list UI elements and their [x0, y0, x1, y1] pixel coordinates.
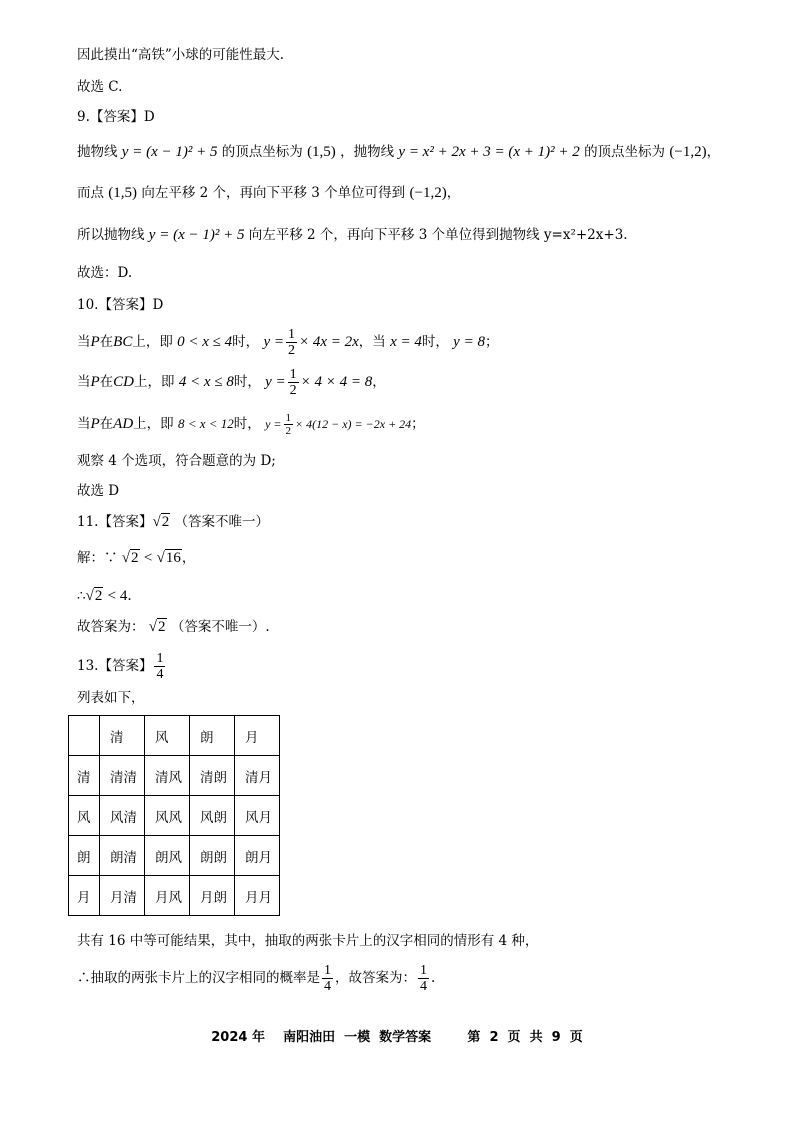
- formula: y = 8: [453, 334, 485, 350]
- text: （答案不唯一）.: [170, 619, 270, 635]
- text: 的顶点坐标为: [584, 144, 666, 160]
- question-9-answer: 9.【答案】D: [77, 109, 155, 125]
- formula: CD: [113, 374, 135, 390]
- text: 当: [77, 334, 91, 350]
- text: ；: [484, 334, 499, 350]
- text: 当: [77, 374, 91, 390]
- table-cell: 月月: [235, 876, 280, 916]
- formula: × 4 × 4 = 8: [300, 374, 373, 390]
- formula: x = 4: [390, 334, 422, 350]
- formula: 4 < x ≤ 8: [178, 374, 234, 390]
- sqrt-formula: √2: [85, 588, 103, 604]
- formula: × 4(12 − x) = −2x + 24: [295, 417, 412, 431]
- numerator: 1: [324, 963, 331, 978]
- formula: < 4: [107, 588, 128, 604]
- formula: y =: [265, 374, 286, 390]
- text: 故答案为：: [77, 619, 145, 635]
- table-row: [69, 796, 280, 836]
- fraction: [418, 963, 429, 994]
- table-cell: 风风: [145, 796, 190, 836]
- formula: P: [90, 374, 100, 390]
- q13-conclusion: [77, 962, 435, 994]
- text-line: 故选：D.: [77, 265, 133, 281]
- text: ，: [181, 550, 196, 566]
- fraction: [286, 327, 297, 358]
- text: 向左平移 2 个，再向下平移 3 个单位得到抛物线 y=x²+2x+3.: [248, 227, 628, 243]
- formula: × 4x = 2x: [298, 334, 359, 350]
- q9-line-3: [77, 225, 628, 245]
- table-cell: 清清: [100, 756, 145, 796]
- formula: <: [143, 550, 153, 566]
- sqrt-formula: √2: [152, 514, 170, 530]
- table-cell: 月朗: [190, 876, 235, 916]
- table-row: [69, 756, 280, 796]
- table-cell: 风朗: [190, 796, 235, 836]
- formula: 8 < x < 12: [177, 416, 234, 431]
- text: 在: [99, 334, 114, 350]
- text: 11.【答案】: [77, 514, 153, 530]
- denominator: 4: [156, 667, 164, 682]
- text: 在: [99, 374, 114, 390]
- table-cell: [69, 716, 100, 756]
- numerator: 1: [289, 367, 297, 382]
- q11-line-2: [77, 586, 132, 606]
- text: 时，: [232, 334, 260, 350]
- formula: y =: [263, 334, 284, 350]
- q11-line-3: [77, 617, 270, 637]
- text: 向左平移 2 个，再向下平移 3 个单位可得到: [141, 185, 406, 201]
- table-cell: 清月: [235, 756, 280, 796]
- text: 抛物线: [77, 144, 118, 160]
- numerator: 1: [285, 412, 292, 424]
- text: 当: [77, 416, 91, 432]
- table-cell: 朗朗: [190, 836, 235, 876]
- radicand: 2: [94, 588, 103, 604]
- formula: P: [90, 416, 100, 432]
- text: ，: [372, 374, 386, 390]
- formula: y = x² + 2x + 3 = (x + 1)² + 2: [398, 144, 580, 160]
- text: 所以抛物线: [77, 227, 145, 243]
- denominator: 4: [420, 979, 427, 994]
- table-cell: 月: [69, 876, 100, 916]
- text: （答案不唯一）: [174, 514, 270, 530]
- table-cell: 清朗: [190, 756, 235, 796]
- q9-line-1: [77, 142, 720, 162]
- formula: P: [90, 334, 100, 350]
- formula: BC: [113, 334, 133, 350]
- radicand: 2: [131, 550, 139, 566]
- sqrt-formula: √16: [156, 550, 181, 566]
- footer-exam: 南阳油田 一模 数学答案: [283, 1030, 432, 1045]
- text-line: 共有 16 中等可能结果，其中，抽取的两张卡片上的汉字相同的情形有 4 种，: [77, 933, 539, 949]
- formula: AD: [113, 416, 134, 432]
- table-cell: 风月: [235, 796, 280, 836]
- denominator: 2: [289, 383, 297, 398]
- text: ，当: [358, 334, 386, 350]
- table-row: [69, 836, 280, 876]
- table-cell: 朗月: [235, 836, 280, 876]
- table-cell: 朗风: [145, 836, 190, 876]
- radicand: 16: [165, 550, 181, 566]
- formula: (−1,2): [409, 185, 447, 201]
- text: 时，: [421, 334, 449, 350]
- radicand: 2: [161, 514, 170, 530]
- question-10-answer: 10.【答案】D: [77, 297, 164, 313]
- table-cell: 风清: [100, 796, 145, 836]
- text-line: 列表如下，: [77, 690, 145, 706]
- formula: y = (x − 1)² + 5: [121, 144, 218, 160]
- text: ，故答案为：: [335, 970, 416, 986]
- sqrt-formula: √2: [148, 619, 166, 635]
- numerator: 1: [420, 963, 427, 978]
- formula: (1,5): [307, 144, 336, 160]
- text: 的顶点坐标为: [221, 144, 303, 160]
- text: .: [127, 588, 132, 604]
- text-line: 故选 D: [77, 483, 120, 499]
- denominator: 2: [287, 343, 295, 358]
- table-cell: 朗: [190, 716, 235, 756]
- fraction: [322, 963, 333, 994]
- q10-line-1: [77, 327, 498, 358]
- page-footer: [0, 1026, 794, 1045]
- text: 时，: [233, 374, 261, 390]
- fraction: [288, 367, 299, 398]
- table-cell: 风: [69, 796, 100, 836]
- text-line: 故选 C.: [77, 79, 123, 95]
- text: 解：∵: [77, 550, 118, 566]
- outcome-table: [68, 715, 280, 916]
- text: 而点: [77, 185, 104, 201]
- text: 13.【答案】: [77, 658, 153, 674]
- numerator: 1: [287, 327, 295, 342]
- formula: y = (x − 1)² + 5: [148, 227, 245, 243]
- question-13-answer: [77, 650, 167, 682]
- table-cell: 风: [145, 716, 190, 756]
- table-row: [69, 876, 280, 916]
- text: ，: [446, 185, 461, 201]
- q11-line-1: [77, 548, 195, 568]
- sqrt-formula: √2: [121, 550, 139, 566]
- q10-line-2: [77, 367, 386, 398]
- denominator: 2: [285, 425, 292, 437]
- table-cell: 月风: [145, 876, 190, 916]
- denominator: 4: [324, 979, 331, 994]
- text: ，抛物线: [340, 144, 395, 160]
- text: .: [431, 970, 436, 986]
- text: 时，: [233, 416, 261, 432]
- text-line: 因此摸出“高铁”小球的可能性最大.: [77, 47, 285, 63]
- text: 上，即: [133, 416, 174, 432]
- text: ∴抽取的两张卡片上的汉字相同的概率是: [77, 970, 320, 986]
- q10-line-3: [77, 409, 425, 439]
- table-cell: 朗: [69, 836, 100, 876]
- radicand: 2: [158, 619, 166, 635]
- fraction: [154, 651, 165, 682]
- q9-line-2: [77, 183, 460, 203]
- formula: (1,5): [108, 185, 138, 201]
- text-line: 观察 4 个选项，符合题意的为 D;: [77, 453, 276, 469]
- formula: y =: [265, 417, 282, 431]
- text: 在: [99, 416, 114, 432]
- table-cell: 朗清: [100, 836, 145, 876]
- table-header-row: [69, 716, 280, 756]
- table-cell: 月清: [100, 876, 145, 916]
- text: 上，即: [132, 334, 173, 350]
- table-cell: 清: [69, 756, 100, 796]
- table-cell: 月: [235, 716, 280, 756]
- formula: 0 < x ≤ 4: [177, 334, 233, 350]
- text: ，: [706, 144, 721, 160]
- text: 上，即: [134, 374, 175, 390]
- question-11-answer: [77, 512, 269, 532]
- text: ；: [411, 416, 425, 432]
- footer-page-number: 第 2 页 共 9 页: [467, 1030, 583, 1045]
- footer-year: 2024 年: [211, 1030, 265, 1045]
- formula: (−1,2): [669, 144, 707, 160]
- table-cell: 清风: [145, 756, 190, 796]
- table-cell: 清: [100, 716, 145, 756]
- text: ∴: [77, 588, 86, 604]
- numerator: 1: [156, 651, 164, 666]
- fraction: [284, 412, 294, 437]
